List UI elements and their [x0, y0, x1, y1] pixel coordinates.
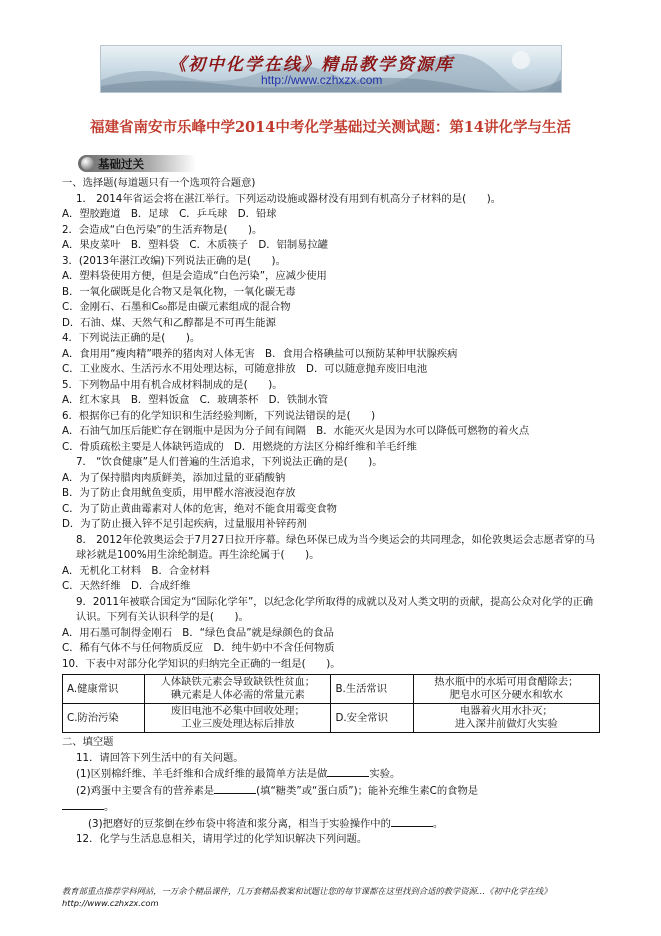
table-cell-category: D.安全常识	[331, 704, 413, 733]
question-9-options-ab: A．用石墨可制得金刚石 B．“绿色食品”就是绿颜色的食品	[62, 626, 334, 639]
question-9-options-cd: C．稀有气体不与任何物质反应 D．纯牛奶中不含任何物质	[62, 642, 335, 654]
question-7-option-b: B．为了防止食用鱿鱼变质，用甲醛水溶液浸泡存放	[62, 487, 296, 499]
question-11-part-1-suffix: 实验。	[369, 768, 401, 780]
question-9: 9．2011年被联合国定为“国际化学年”，以纪念化学所取得的成就以及对人类文明的贡献，提高公众对化学的正确认识。下列有关认识科学的是( )。	[76, 595, 594, 623]
question-7-option-a: A．为了保持腊肉肉质鲜美，添加过量的亚硝酸钠	[62, 471, 286, 484]
part2-heading: 二、填空题	[62, 736, 114, 748]
question-3-option-a: A．塑料袋使用方便，但是会造成“白色污染”，应减少使用	[62, 270, 327, 282]
page-footer: 教育部重点推荐学科网站，一万余个精品课件，几万套精品教案和试题让您的每节课都在这里找到合适的教学资源…《初中化学在线》http://www.czhxzx.com	[62, 886, 552, 908]
answer-blank[interactable]	[391, 816, 433, 827]
question-4-options-ab: A．食用用“瘦肉精”喂养的猪肉对人体无害 B．食用合格碘盐可以预防某种甲状腺疾病	[62, 347, 458, 360]
question-11-part-3-suffix: 。	[432, 817, 444, 830]
question-11-part-1	[62, 766, 602, 783]
question-1: 1． 2014年省运会将在湛江举行。下列运动设施或器材没有用到有机高分子材料的是( )。	[76, 192, 502, 205]
table-cell-category: B.生活常识	[331, 675, 413, 704]
table-row	[63, 704, 600, 733]
question-5: 5．下列物品中用有机合成材料制成的是( )。	[62, 378, 283, 391]
table-cell-content: 电器着火用水扑灭； 进入深井前做灯火实验	[413, 704, 599, 733]
question-3: 3．(2013年湛江改编)下列说法正确的是( )。	[62, 254, 286, 267]
question-8: 8． 2012年伦敦奥运会于7月27日拉开序幕。绿色环保已成为当今奥运会的共同理念，如伦敦奥运会志愿者穿的马球衫就是100%用生涂纶制造。再生涂纶属于( )。	[76, 533, 596, 561]
header-banner	[100, 45, 562, 93]
answer-blank[interactable]	[214, 783, 256, 794]
question-11-part-2-text: (2)鸡蛋中主要含有的营养素是	[76, 784, 215, 797]
question-4-options-cd: C．工业废水、生活污水不用处理达标，可随意排放 D．可以随意抛弃废旧电池	[62, 363, 428, 375]
question-11-part-2-end: 。	[104, 801, 115, 813]
question-11-part-2	[62, 783, 602, 800]
table-cell-content: 废旧电池不必集中回收处理； 工业三废处理达标后排放	[145, 704, 331, 733]
question-3-option-d: D．石油、煤、天然气和乙醇都是不可再生能源	[62, 316, 276, 329]
question-7-option-d: D．为了防止摄入锌不足引起疾病，过量服用补锌药剂	[62, 518, 307, 530]
question-11: 11．请回答下列生活中的有关问题。	[76, 751, 244, 764]
question-1-options: A．塑胶跑道 B．足球 C．乒乓球 D．铅球	[62, 208, 277, 220]
question-6-options-ab: A．石油气加压后能贮存在钢瓶中是因为分子间有间隔 B．水能灭火是因为水可以降低可燃物的着火点	[62, 425, 530, 437]
question-11-part-3	[62, 816, 602, 833]
question-7-option-c: C．为了防止黄曲霉素对人体的危害，绝对不能食用霉变食物	[62, 502, 337, 515]
table-cell-content: 热水瓶中的水垢可用食醋除去； 肥皂水可区分硬水和软水	[413, 675, 599, 704]
question-8-options-cd: C．天然纤维 D．合成纤维	[62, 580, 191, 592]
question-3-option-b: B．一氧化碳既是化合物又是氧化物，一氧化碳无毒	[62, 285, 296, 298]
question-10: 10．下表中对部分化学知识的归纳完全正确的一组是( )。	[62, 657, 341, 670]
banner-title: 《初中化学在线》精品教学资源库	[169, 55, 454, 75]
badge-bullet-icon	[81, 157, 94, 170]
part1-heading: 一、选择题(每道题只有一个选项符合题意)	[62, 177, 256, 189]
table-row	[63, 675, 600, 704]
answer-blank[interactable]	[327, 766, 369, 777]
question-2-options: A．果皮菜叶 B．塑料袋 C．木质筷子 D．铝制易拉罐	[62, 239, 329, 251]
question-11-part-3-text: (3)把磨好的豆浆倒在纱布袋中将渣和浆分离，相当于实验操作中的	[88, 817, 391, 830]
question-5-options: A．红木家具 B．塑料饭盒 C．玻璃茶杯 D．铁制水管	[62, 394, 329, 406]
question-8-options-ab: A．无机化工材料 B．合金材料	[62, 564, 210, 577]
question-3-option-c: C．金刚石、石墨和C₆₀都是由碳元素组成的混合物	[62, 301, 291, 313]
table-cell-category: C.防治污染	[63, 704, 145, 733]
document-body	[62, 176, 602, 848]
question-2: 2．会造成“白色污染”的生活弃物是( )。	[62, 223, 263, 236]
question-11-part-2-middle: (填“糖类”或“蛋白质”)；能补充维生素C的食物是	[256, 784, 479, 797]
question-11-part-1-text: (1)区别棉纤维、羊毛纤维和合成纤维的最简单方法是做	[76, 768, 328, 780]
question-10-table	[62, 674, 600, 733]
answer-blank[interactable]	[62, 799, 104, 810]
document-title: 福建省南安市乐峰中学2014中考化学基础过关测试题：第14讲化学与生活	[89, 119, 572, 136]
section-badge-label: 基础过关	[98, 157, 144, 171]
question-6-options-cd: C．骨质疏松主要是人体缺钙造成的 D．用燃烧的方法区分棉纤维和羊毛纤维	[62, 440, 417, 453]
question-6: 6．根据你已有的化学知识和生活经验判断，下列说法错误的是( )	[62, 409, 376, 422]
table-cell-content: 人体缺铁元素会导致缺铁性贫血； 碘元素是人体必需的常量元素	[145, 675, 331, 704]
question-4: 4．下列说法正确的是( )。	[62, 332, 201, 344]
question-12: 12．化学与生活息息相关，请用学过的化学知识解决下列问题。	[76, 833, 368, 845]
banner-url[interactable]: http://www.czhxzx.com	[261, 73, 383, 87]
question-7: 7． “饮食健康”是人们普遍的生活追求，下列说法正确的是( )。	[76, 456, 383, 468]
table-cell-category: A.健康常识	[63, 675, 145, 704]
question-11-part-2-continued	[62, 799, 602, 816]
section-badge	[78, 155, 196, 172]
